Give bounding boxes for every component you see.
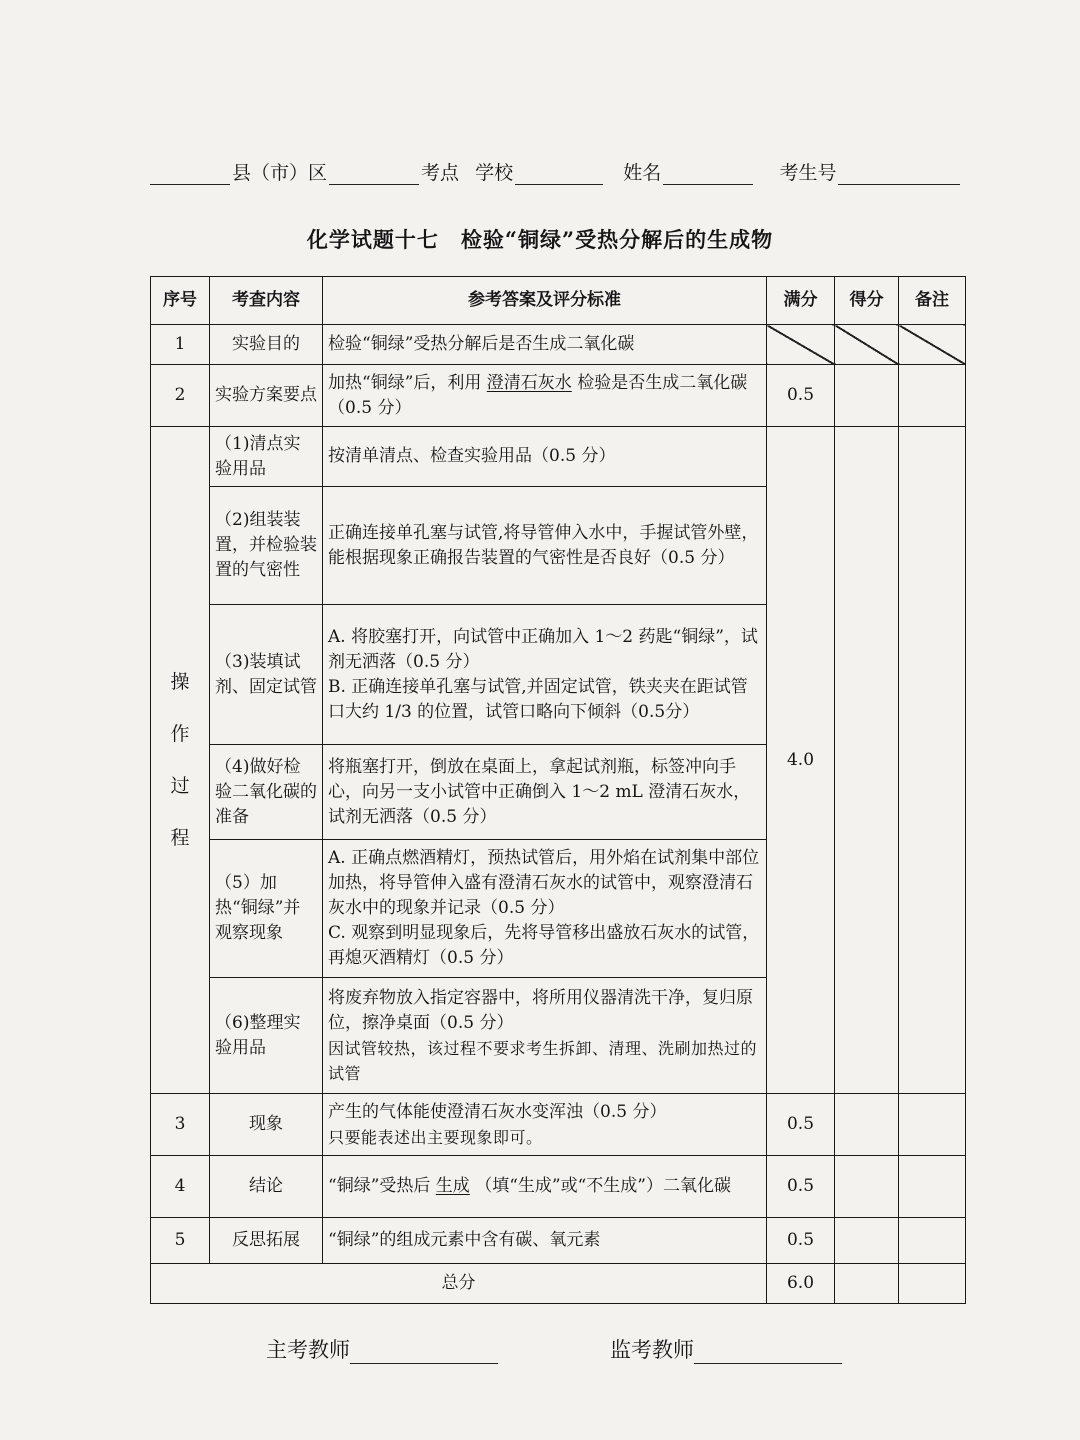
full-score-cell: 0.5 (767, 1218, 835, 1264)
answer-fill-in: 澄清石灰水 (486, 372, 572, 393)
county-label: 县（市）区 (232, 162, 328, 184)
row-no: 3 (151, 1094, 210, 1156)
step-answer-b: B. 正确连接单孔塞与试管,并固定试管，铁夹夹在距试管口大约 1/3 的位置，试管口略向下倾斜（0.5分） (328, 676, 748, 722)
answer-note: 只要能表述出主要现象即可。 (328, 1127, 543, 1147)
operation-section-label (151, 427, 210, 1094)
col-header-answer: 参考答案及评分标准 (323, 277, 767, 325)
exam-site-label: 考点 (421, 162, 460, 184)
row-answer (323, 1094, 767, 1156)
total-score-input[interactable] (835, 1264, 899, 1304)
table-row (151, 1094, 966, 1156)
chief-examiner-blank[interactable] (350, 1339, 498, 1364)
step-answer-a: A. 将胶塞打开，向试管中正确加入 1～2 药匙“铜绿”，试剂无洒落（0.5 分） (328, 626, 758, 672)
answer-text: 检验是否生成二氧化碳（0.5 分） (328, 372, 748, 418)
step-item: （2)组装装置，并检验装置的气密性 (210, 487, 323, 605)
row-answer (323, 365, 767, 427)
row-answer: “铜绿”的组成元素中含有碳、氧元素 (323, 1218, 767, 1264)
candidate-no-label: 考生号 (779, 162, 837, 184)
row-item: 实验目的 (210, 325, 323, 365)
section-char: 过 (170, 775, 190, 797)
row-no: 2 (151, 365, 210, 427)
table-row (151, 1218, 966, 1264)
answer-text: （填“生成”或“不生成”）二氧化碳 (475, 1176, 731, 1196)
row-item: 实验方案要点 (210, 365, 323, 427)
col-header-no: 序号 (151, 277, 210, 325)
answer-text: 产生的气体能使澄清石灰水变浑浊（0.5 分） (328, 1101, 667, 1122)
proctor-blank[interactable] (694, 1339, 842, 1364)
row-item: 反思拓展 (210, 1218, 323, 1264)
col-header-item: 考查内容 (210, 277, 323, 325)
score-input-cell[interactable] (835, 1156, 899, 1218)
row-answer: 检验“铜绿”受热分解后是否生成二氧化碳 (323, 325, 767, 365)
row-answer (323, 1156, 767, 1218)
step-answer (323, 605, 767, 745)
chief-examiner-signature (266, 1334, 498, 1364)
operation-remark[interactable] (899, 427, 966, 1094)
step-item: （5）加热“铜绿”并观察现象 (210, 840, 323, 978)
candidate-info-line (150, 158, 970, 185)
col-header-full-score: 满分 (767, 277, 835, 325)
step-answer-text: 将废弃物放入指定容器中，将所用仪器清洗干净，复归原位，擦净桌面（0.5 分） (328, 987, 753, 1033)
row-no: 4 (151, 1156, 210, 1218)
crossed-out-cell (767, 325, 835, 365)
remark-cell[interactable] (899, 1156, 966, 1218)
proctor-label: 监考教师 (610, 1338, 694, 1362)
section-char: 程 (170, 827, 190, 849)
full-score-cell: 0.5 (767, 1156, 835, 1218)
table-row (151, 1156, 966, 1218)
table-row (151, 365, 966, 427)
col-header-score: 得分 (835, 277, 899, 325)
page-title: 化学试题十七 检验“铜绿”受热分解后的生成物 (306, 227, 774, 252)
school-label: 学校 (475, 162, 514, 184)
col-header-remark: 备注 (899, 277, 966, 325)
step-answer: 正确连接单孔塞与试管,将导管伸入水中，手握试管外壁，能根据现象正确报告装置的气密性是否良好（0.5 分） (323, 487, 767, 605)
crossed-out-cell (835, 325, 899, 365)
full-score-cell: 0.5 (767, 365, 835, 427)
row-no: 5 (151, 1218, 210, 1264)
answer-text: 加热“铜绿”后，利用 (328, 372, 482, 393)
total-label: 总分 (151, 1264, 767, 1304)
total-row (151, 1264, 966, 1304)
district-blank[interactable] (329, 164, 419, 185)
section-char: 作 (170, 723, 190, 745)
operation-full-score: 4.0 (767, 427, 835, 1094)
step-answer: 按清单清点、检查实验用品（0.5 分） (323, 427, 767, 487)
total-remark[interactable] (899, 1264, 966, 1304)
name-label: 姓名 (623, 162, 662, 184)
step-answer: 将瓶塞打开，倒放在桌面上，拿起试剂瓶，标签冲向手心，向另一支小试管中正确倒入 1～2 mL 澄清石灰水，试剂无洒落（0.5 分） (323, 745, 767, 840)
candidate-no-blank[interactable] (838, 164, 960, 185)
crossed-out-cell (899, 325, 966, 365)
chief-examiner-label: 主考教师 (266, 1338, 350, 1362)
county-blank[interactable] (150, 164, 230, 185)
total-full-score: 6.0 (767, 1264, 835, 1304)
table-header-row (151, 277, 966, 325)
step-item: （4)做好检验二氧化碳的准备 (210, 745, 323, 840)
step-item: （3)装填试剂、固定试管 (210, 605, 323, 745)
row-item: 结论 (210, 1156, 323, 1218)
step-answer-c: C. 观察到明显现象后，先将导管移出盛放石灰水的试管，再熄灭酒精灯（0.5 分） (328, 923, 760, 968)
table-row (151, 325, 966, 365)
row-item: 现象 (210, 1094, 323, 1156)
step-answer-note: 因试管较热，该过程不要求考生拆卸、清理、洗刷加热过的试管 (328, 1038, 758, 1083)
proctor-signature (610, 1334, 842, 1364)
score-input-cell[interactable] (835, 1218, 899, 1264)
full-score-cell: 0.5 (767, 1094, 835, 1156)
step-item: （1)清点实验用品 (210, 427, 323, 487)
answer-fill-in: 生成 (435, 1176, 470, 1196)
operation-step-row (151, 427, 966, 487)
row-no: 1 (151, 325, 210, 365)
remark-cell[interactable] (899, 1094, 966, 1156)
step-answer (323, 840, 767, 978)
name-blank[interactable] (663, 164, 753, 185)
score-input-cell[interactable] (835, 1094, 899, 1156)
section-char: 操 (170, 671, 190, 693)
step-answer-a: A. 正确点燃酒精灯，预热试管后，用外焰在试剂集中部位加热，将导管伸入盛有澄清石灰水的试管中，观察澄清石灰水中的现象并记录（0.5 分） (328, 848, 760, 918)
remark-cell[interactable] (899, 1218, 966, 1264)
operation-score-input[interactable] (835, 427, 899, 1094)
answer-text: “铜绿”受热后 (328, 1176, 431, 1196)
school-blank[interactable] (515, 164, 603, 185)
step-answer (323, 978, 767, 1094)
score-input-cell[interactable] (835, 365, 899, 427)
scoring-table (150, 276, 966, 1304)
step-item: （6)整理实验用品 (210, 978, 323, 1094)
remark-cell[interactable] (899, 365, 966, 427)
